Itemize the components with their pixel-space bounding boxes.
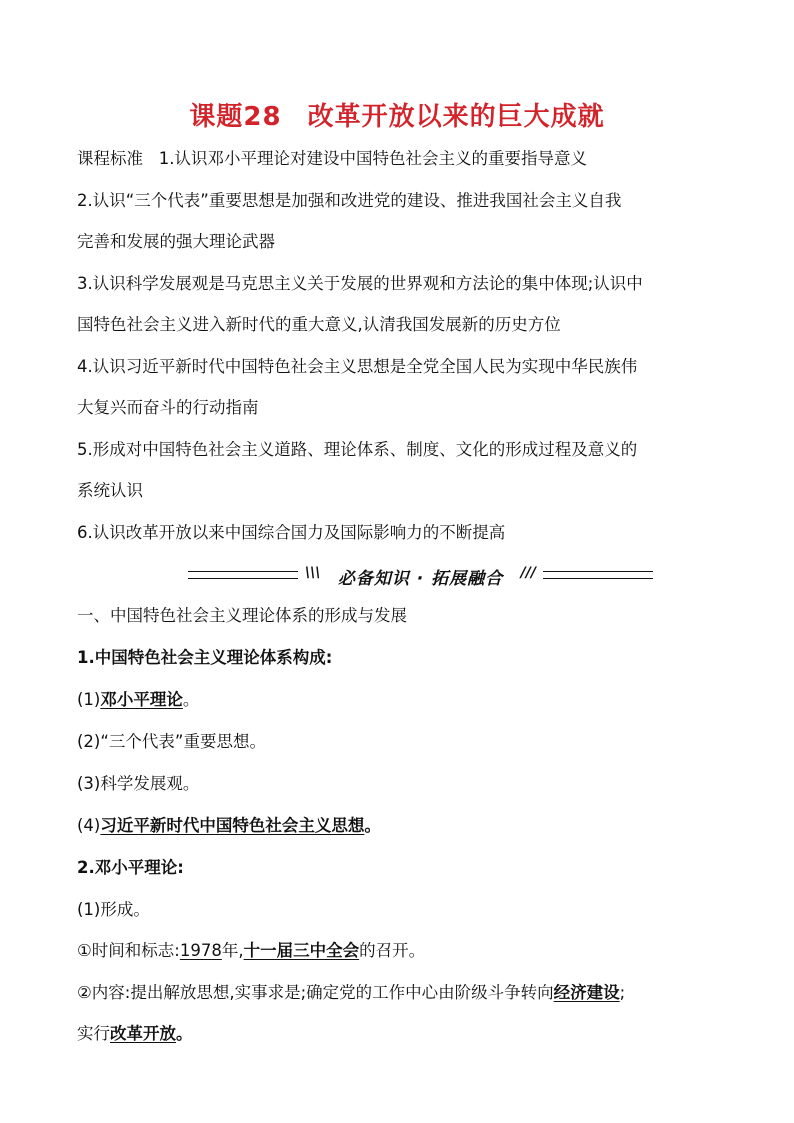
- item-end: 。: [364, 816, 381, 835]
- item-mid: 年,: [221, 941, 244, 960]
- answer-meeting: 十一届三中全会: [243, 941, 360, 960]
- lesson-title: 改革开放以来的巨大成就: [307, 102, 605, 132]
- section-banner: [188, 565, 653, 587]
- point-2-content: [77, 981, 727, 1005]
- standards-text: 1.认识邓小平理论对建设中国特色社会主义的重要指导意义: [158, 149, 587, 168]
- item-prefix: 实行: [77, 1024, 110, 1043]
- standards-item-3-line-2: 国特色社会主义进入新时代的重大意义,认清我国发展新的历史方位: [77, 315, 561, 334]
- standards-label: 课程标准: [77, 149, 143, 168]
- point-2-item-1: (1)形成。: [77, 900, 150, 919]
- point-1-heading: 1.中国特色社会主义理论体系构成:: [77, 648, 333, 667]
- item-end: 。: [176, 1024, 193, 1043]
- section-1-heading: 一、中国特色社会主义理论体系的形成与发展: [77, 606, 407, 625]
- banner-slashes-right: ///: [520, 565, 536, 581]
- answer-text: 经济建设: [553, 983, 620, 1002]
- answer-text: 改革开放: [110, 1024, 176, 1043]
- standards-item-4-line-2: 大复兴而奋斗的行动指南: [77, 398, 259, 417]
- answer-text: 习近平新时代中国特色社会主义思想: [100, 816, 365, 835]
- point-1-item-2: (2)“三个代表”重要思想。: [77, 732, 266, 751]
- standards-item-3-line-1: 3.认识科学发展观是马克思主义关于发展的世界观和方法论的集中体现;认识中: [77, 274, 643, 293]
- point-1-item-1: [77, 688, 727, 712]
- banner-rule-right: [543, 571, 653, 579]
- item-prefix: ①时间和标志:: [77, 941, 180, 960]
- standards-item-5-line-1: 5.形成对中国特色社会主义道路、理论体系、制度、文化的形成过程及意义的: [77, 440, 638, 459]
- item-end: 的召开。: [359, 941, 426, 960]
- standards-item-6: 6.认识改革开放以来中国综合国力及国际影响力的不断提高: [77, 523, 506, 542]
- answer-text: 邓小平理论: [100, 690, 183, 709]
- item-prefix: (4): [77, 816, 101, 835]
- point-2-content-cont: [77, 1022, 727, 1046]
- banner-text: 必备知识 · 拓展融合: [337, 569, 504, 589]
- standards-item-1: [77, 147, 727, 171]
- point-2-time: [77, 939, 727, 963]
- item-prefix: (1): [77, 690, 101, 709]
- answer-year: 1978: [179, 941, 222, 960]
- point-2-heading: 2.邓小平理论:: [77, 858, 184, 877]
- standards-item-4-line-1: 4.认识习近平新时代中国特色社会主义思想是全党全国人民为实现中华民族伟: [77, 357, 638, 376]
- standards-item-2-line-1: 2.认识“三个代表”重要思想是加强和改进党的建设、推进我国社会主义自我: [77, 191, 622, 210]
- item-end: 。: [182, 690, 200, 709]
- point-1-item-3: (3)科学发展观。: [77, 774, 200, 793]
- item-prefix: ②内容:提出解放思想,实事求是;确定党的工作中心由阶级斗争转向: [77, 983, 554, 1002]
- standards-item-5-line-2: 系统认识: [77, 481, 143, 500]
- page-title: [0, 96, 794, 133]
- lesson-number: 课题28: [189, 102, 282, 132]
- banner-slashes-left: \\\: [305, 565, 321, 581]
- standards-item-2-line-2: 完善和发展的强大理论武器: [77, 232, 275, 251]
- item-end: ;: [619, 983, 626, 1002]
- point-1-item-4: [77, 814, 727, 838]
